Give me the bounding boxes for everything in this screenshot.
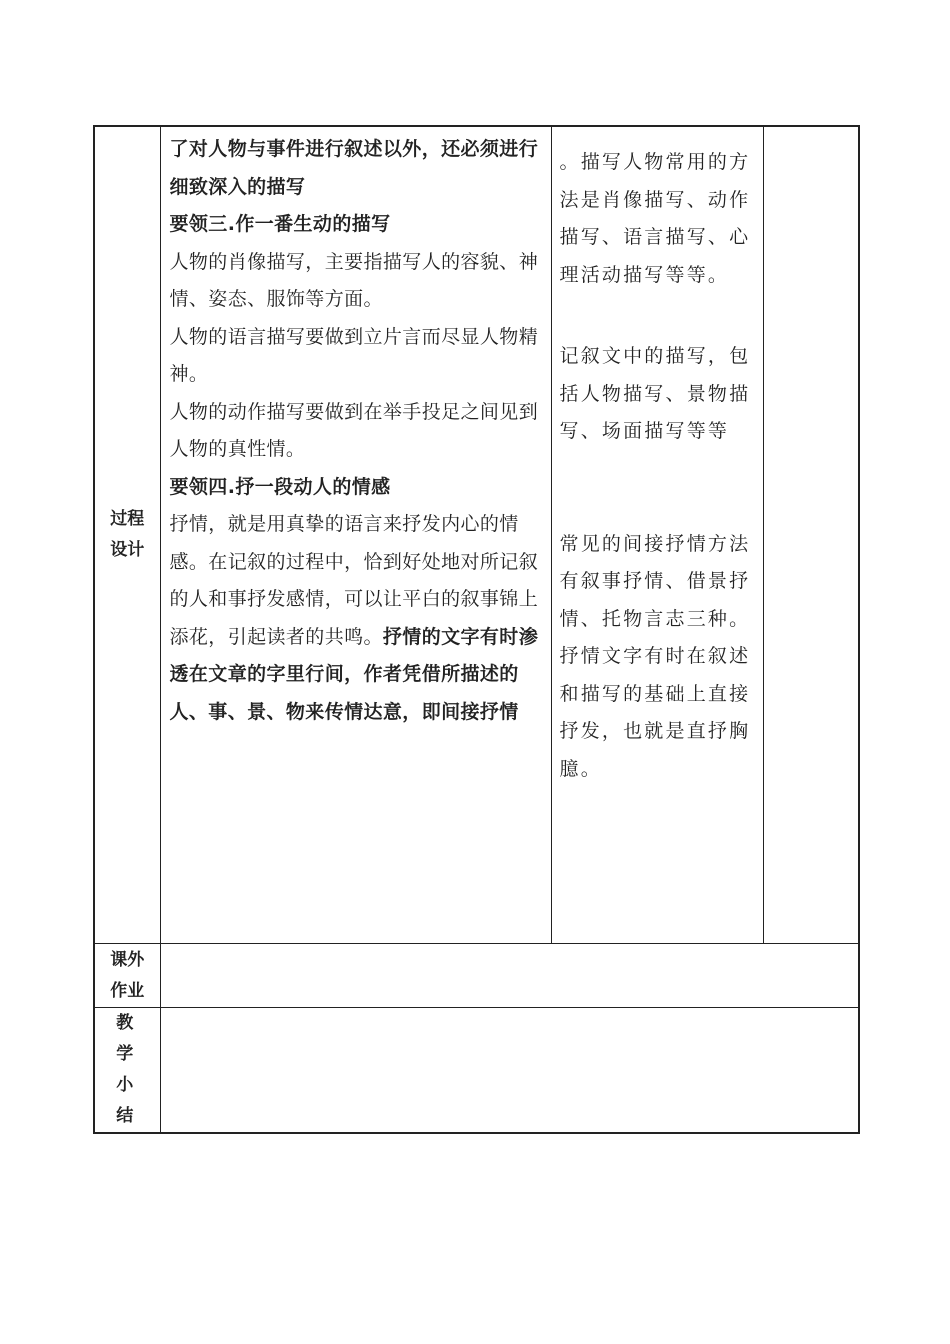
side-note-gap <box>560 294 757 338</box>
main-paragraph-1: 了对人物与事件进行叙述以外，还必须进行细致深入的描写 <box>169 138 539 198</box>
process-design-row <box>94 126 859 944</box>
process-design-label <box>94 126 160 944</box>
side-note-gap <box>560 451 757 526</box>
homework-content-cell <box>160 944 859 1008</box>
side-notes-cell <box>551 126 763 944</box>
summary-label <box>94 1008 160 1134</box>
key-point-3-heading: 要领三.作一番生动的描写 <box>169 213 391 235</box>
homework-label <box>94 944 160 1008</box>
summary-content-cell <box>160 1008 859 1134</box>
main-paragraph-3: 人物的语言描写要做到立片言而尽显人物精神。 <box>169 325 539 385</box>
main-paragraph-4: 人物的动作描写要做到在举手投足之间见到人物的真性情。 <box>169 400 539 460</box>
empty-column-cell <box>763 126 859 944</box>
main-paragraph-5-text: 抒情，就是用真挚的语言来抒发内心的情感。在记叙的过程中，恰到好处地对所记叙的人和事抒发感情，可以让平白的叙事锦上添花，引起读者的共鸣。 <box>169 513 539 648</box>
homework-row <box>94 944 859 1008</box>
key-point-4-heading: 要领四.抒一段动人的情感 <box>169 475 391 498</box>
lesson-plan-table <box>93 125 860 1134</box>
main-paragraph-5 <box>170 506 543 731</box>
side-note-1: 。描写人物常用的方法是肖像描写、动作描写、语言描写、心理活动描写等等。 <box>559 151 751 286</box>
side-note-2: 记叙文中的描写，包括人物描写、景物描写、场面描写等等 <box>559 345 751 442</box>
summary-row <box>94 1008 859 1134</box>
main-paragraph-5-bold: 抒情的文字有时渗透在文章的字里行间，作者凭借所描述的人、事、景、物来传情达意，即间接抒情 <box>169 625 539 723</box>
process-design-label-text: 过程设计 <box>110 509 145 560</box>
summary-label-text: 教 学 小 结 <box>116 1013 139 1126</box>
main-paragraph-2: 人物的肖像描写，主要指描写人的容貌、神情、姿态、服饰等方面。 <box>169 250 539 310</box>
main-content-cell <box>160 126 551 944</box>
homework-label-text: 课外作业 <box>110 949 145 1001</box>
side-note-3: 常见的间接抒情方法有叙事抒情、借景抒情、托物言志三种。抒情文字有时在叙述和描写的基础上直接抒发，也就是直抒胸臆。 <box>559 532 751 780</box>
